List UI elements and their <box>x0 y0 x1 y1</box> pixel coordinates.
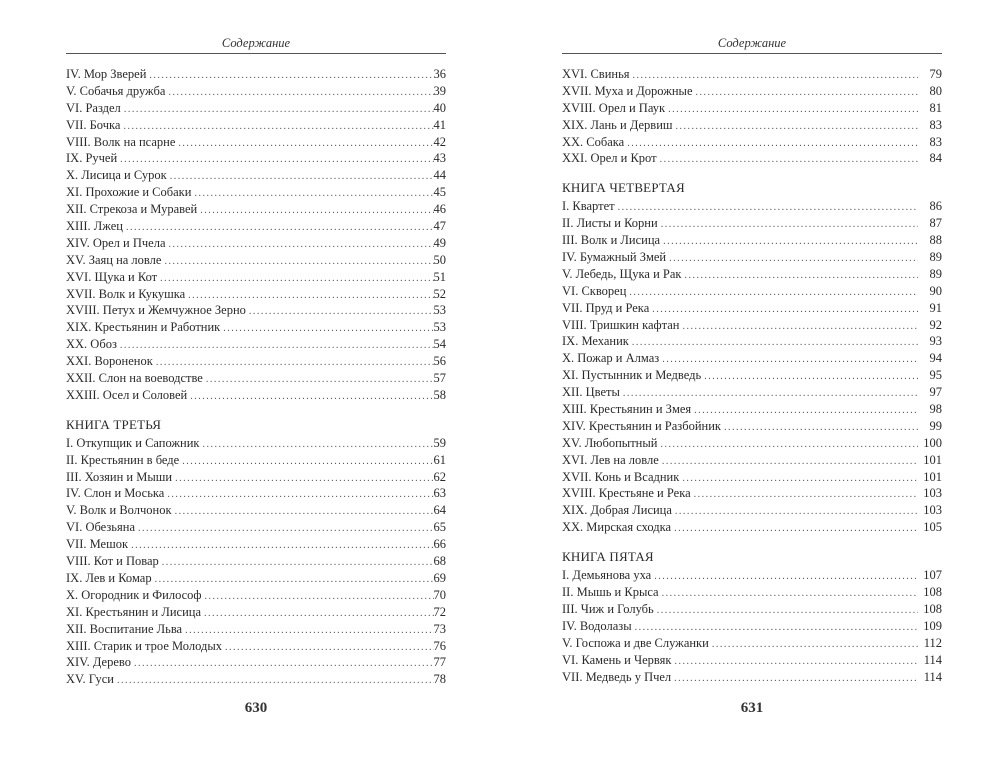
entry-title: XII. Воспитание Льва <box>66 621 183 636</box>
entry-title: XIV. Крестьянин и Разбойник <box>562 418 721 433</box>
running-head: Содержание <box>221 36 291 50</box>
dot-leader <box>160 271 433 288</box>
entry-title: XX. Собака <box>562 134 625 149</box>
toc-entry <box>562 601 942 618</box>
dot-leader <box>149 68 433 85</box>
page-number: 630 <box>244 700 268 716</box>
entry-title: X. Пожар и Алмаз <box>562 351 660 366</box>
dot-leader <box>684 268 918 285</box>
entry-page-number: 72 <box>433 604 446 619</box>
entry-page-number: 40 <box>433 100 446 115</box>
entry-page-number: 83 <box>929 117 942 132</box>
entry-title: XVI. Лев на ловле <box>562 452 659 467</box>
entry-page-number: 64 <box>433 503 446 518</box>
toc-entry <box>66 150 446 167</box>
entry-title: VIII. Тришкин кафтан <box>562 317 680 332</box>
entry-title: XII. Стрекоза и Муравей <box>66 202 198 217</box>
toc-entry <box>562 100 942 117</box>
toc-entry <box>66 83 446 100</box>
toc-entry <box>562 635 942 652</box>
entry-page-number: 56 <box>433 354 446 369</box>
entry-title: XIII. Старик и трое Молодых <box>66 638 223 653</box>
entry-title: XV. Заяц на ловле <box>66 252 162 267</box>
toc-entry <box>66 570 446 587</box>
entry-page-number: 112 <box>923 635 942 650</box>
toc-entry <box>66 218 446 235</box>
entry-page-number: 70 <box>433 587 446 602</box>
entry-page-number: 43 <box>433 151 446 166</box>
toc-entry <box>66 319 446 336</box>
toc-entry <box>562 584 942 601</box>
dot-leader <box>704 369 918 386</box>
toc-entry <box>562 333 942 350</box>
entry-page-number: 80 <box>929 83 942 98</box>
dot-leader <box>204 606 434 623</box>
entry-page-number: 93 <box>929 334 942 349</box>
entry-page-number: 90 <box>929 283 942 298</box>
entry-title: IV. Водолазы <box>562 618 632 633</box>
toc-entry <box>66 502 446 519</box>
dot-leader <box>223 321 433 338</box>
entry-title: V. Госпожа и две Служанки <box>562 635 709 650</box>
toc-entry <box>66 184 446 201</box>
entry-page-number: 103 <box>923 503 942 518</box>
toc-entry <box>562 435 942 452</box>
entry-page-number: 101 <box>923 452 942 467</box>
dot-leader <box>661 217 918 234</box>
entry-page-number: 58 <box>433 387 446 402</box>
entry-page-number: 44 <box>433 168 446 183</box>
entry-page-number: 108 <box>923 601 942 616</box>
toc-entry <box>562 232 942 249</box>
dot-leader <box>190 389 433 406</box>
entry-title: VI. Раздел <box>66 100 121 115</box>
dot-leader <box>182 454 433 471</box>
toc-entry <box>66 269 446 286</box>
entry-title: XI. Крестьянин и Лисица <box>66 604 201 619</box>
entry-page-number: 109 <box>923 618 942 633</box>
entry-title: II. Листы и Корни <box>562 216 658 231</box>
toc-entry <box>66 452 446 469</box>
dot-leader <box>168 85 433 102</box>
toc-entry <box>66 167 446 184</box>
dot-leader <box>674 521 918 538</box>
entry-title: VII. Бочка <box>66 117 121 132</box>
dot-leader <box>194 186 433 203</box>
toc-entry <box>66 66 446 83</box>
toc-entry <box>66 302 446 319</box>
book-heading: КНИГА ПЯТАЯ <box>562 549 654 565</box>
toc-entry <box>66 201 446 218</box>
entry-page-number: 57 <box>433 371 446 386</box>
entry-page-number: 100 <box>923 435 942 450</box>
dot-leader <box>618 200 918 217</box>
entry-page-number: 98 <box>929 402 942 417</box>
entry-title: V. Волк и Волчонок <box>66 503 172 518</box>
dot-leader <box>724 420 918 437</box>
dot-leader <box>662 454 918 471</box>
toc-entry <box>66 536 446 553</box>
entry-title: I. Квартет <box>562 199 615 214</box>
dot-leader <box>170 169 434 186</box>
entry-title: XVI. Свинья <box>562 67 630 81</box>
entry-page-number: 88 <box>929 233 942 248</box>
dot-leader <box>225 640 433 657</box>
dot-leader <box>660 152 918 169</box>
toc-entry <box>66 604 446 621</box>
entry-title: XIV. Дерево <box>66 655 131 670</box>
entry-page-number: 73 <box>433 621 446 636</box>
toc-entry <box>562 669 942 686</box>
dot-leader <box>682 471 918 488</box>
dot-leader <box>126 220 434 237</box>
entry-page-number: 105 <box>923 520 942 535</box>
toc-entry <box>66 519 446 536</box>
toc-entry <box>66 100 446 117</box>
entry-title: XIX. Добрая Лисица <box>562 503 672 518</box>
toc-entry <box>66 485 446 502</box>
entry-title: XVII. Конь и Всадник <box>562 469 680 484</box>
entry-page-number: 76 <box>433 638 446 653</box>
toc-entry <box>66 134 446 151</box>
entry-page-number: 36 <box>433 67 446 81</box>
dot-leader <box>627 136 918 153</box>
toc-entry <box>562 134 942 151</box>
entry-title: VII. Пруд и Река <box>562 300 650 315</box>
entry-title: XVIII. Крестьяне и Река <box>562 486 691 501</box>
running-head: Содержание <box>717 36 787 50</box>
entry-title: XIX. Лань и Дервиш <box>562 117 673 132</box>
toc-entry <box>562 266 942 283</box>
dot-leader <box>682 319 918 336</box>
dot-leader <box>178 136 433 153</box>
entry-title: XI. Пустынник и Медведь <box>562 368 702 383</box>
dot-leader <box>657 603 918 620</box>
entry-page-number: 65 <box>433 520 446 535</box>
toc-entry <box>562 469 942 486</box>
dot-leader <box>124 102 434 119</box>
toc-entry <box>562 567 942 584</box>
toc-entry <box>66 235 446 252</box>
toc-entry <box>562 215 942 232</box>
header-rule <box>562 53 942 54</box>
entry-title: III. Волк и Лисица <box>562 233 661 248</box>
dot-leader <box>675 504 918 521</box>
entry-title: XX. Обоз <box>66 337 117 352</box>
entry-title: X. Лисица и Сурок <box>66 168 167 183</box>
entry-page-number: 97 <box>929 385 942 400</box>
entry-page-number: 49 <box>433 235 446 250</box>
entry-page-number: 62 <box>433 469 446 484</box>
page-number: 631 <box>740 700 764 716</box>
entry-page-number: 77 <box>433 655 446 670</box>
toc-entry <box>562 519 942 536</box>
dot-leader <box>175 504 434 521</box>
toc-entry <box>66 387 446 404</box>
dot-leader <box>654 569 918 586</box>
dot-leader <box>674 654 918 671</box>
toc-entry <box>562 502 942 519</box>
entry-page-number: 108 <box>923 585 942 600</box>
toc-entry <box>562 418 942 435</box>
dot-leader <box>668 102 918 119</box>
entry-page-number: 53 <box>433 303 446 318</box>
dot-leader <box>629 285 918 302</box>
dot-leader <box>676 119 918 136</box>
entry-title: XV. Любопытный <box>562 435 658 450</box>
entry-title: XIV. Орел и Пчела <box>66 235 166 250</box>
entry-page-number: 45 <box>433 185 446 200</box>
entry-page-number: 83 <box>929 134 942 149</box>
dot-leader <box>660 437 918 454</box>
entry-title: V. Собачья дружба <box>66 83 166 98</box>
dot-leader <box>162 555 434 572</box>
toc-entry <box>562 198 942 215</box>
toc-entry <box>562 401 942 418</box>
header-rule <box>66 53 446 54</box>
dot-leader <box>652 302 918 319</box>
toc-entry <box>562 83 942 100</box>
entry-page-number: 107 <box>923 568 942 583</box>
entry-page-number: 81 <box>929 100 942 115</box>
entry-title: XIX. Крестьянин и Работник <box>66 320 221 335</box>
entry-title: VIII. Кот и Повар <box>66 554 159 569</box>
entry-title: XIII. Крестьянин и Змея <box>562 402 692 417</box>
entry-title: XII. Цветы <box>562 385 620 400</box>
toc-entry <box>66 587 446 604</box>
dot-leader <box>632 335 918 352</box>
dot-leader <box>117 673 434 690</box>
entry-page-number: 69 <box>433 570 446 585</box>
toc-entry <box>66 353 446 370</box>
dot-leader <box>205 589 434 606</box>
entry-title: III. Чиж и Голубь <box>562 601 654 616</box>
dot-leader <box>696 85 919 102</box>
toc-entry <box>66 469 446 486</box>
entry-title: VII. Мешок <box>66 537 129 552</box>
entry-page-number: 99 <box>929 418 942 433</box>
entry-title: IX. Механик <box>562 334 629 349</box>
dot-leader <box>662 586 918 603</box>
entry-title: IV. Бумажный Змей <box>562 250 667 265</box>
toc-entry <box>66 553 446 570</box>
entry-page-number: 39 <box>433 83 446 98</box>
book-heading: КНИГА ЧЕТВЕРТАЯ <box>562 180 685 196</box>
toc-entry <box>562 485 942 502</box>
entry-page-number: 50 <box>433 252 446 267</box>
entry-title: XXI. Орел и Крот <box>562 151 657 166</box>
entry-title: XVII. Муха и Дорожные <box>562 83 693 98</box>
toc-entry <box>562 652 942 669</box>
toc-entry <box>66 638 446 655</box>
toc-entry <box>562 66 942 83</box>
toc-entry <box>562 300 942 317</box>
entry-page-number: 52 <box>433 286 446 301</box>
entry-page-number: 79 <box>929 67 942 81</box>
dot-leader <box>694 487 918 504</box>
toc-entry <box>562 249 942 266</box>
entry-page-number: 84 <box>929 151 942 166</box>
toc-entry <box>66 286 446 303</box>
entry-page-number: 46 <box>433 202 446 217</box>
entry-title: XV. Гуси <box>66 672 114 687</box>
entry-title: XX. Мирская сходка <box>562 520 672 535</box>
toc-entry <box>562 283 942 300</box>
entry-page-number: 114 <box>923 652 942 667</box>
entry-title: II. Крестьянин в беде <box>66 452 180 467</box>
toc-entry <box>66 654 446 671</box>
entry-title: IV. Слон и Моська <box>66 486 165 501</box>
entry-page-number: 114 <box>923 669 942 684</box>
entry-page-number: 94 <box>929 351 942 366</box>
entry-title: XXI. Вороненок <box>66 354 153 369</box>
dot-leader <box>674 671 918 688</box>
toc-entry <box>562 350 942 367</box>
entry-title: XVI. Щука и Кот <box>66 269 158 284</box>
entry-title: XXIII. Осел и Соловей <box>66 387 188 402</box>
dot-leader <box>712 637 918 654</box>
entry-page-number: 91 <box>929 300 942 315</box>
toc-entry <box>66 370 446 387</box>
entry-page-number: 61 <box>433 452 446 467</box>
dot-leader <box>164 254 433 271</box>
toc-entry <box>562 384 942 401</box>
entry-page-number: 87 <box>929 216 942 231</box>
entry-title: VII. Медведь у Пчел <box>562 669 672 684</box>
toc-entry <box>562 317 942 334</box>
dot-leader <box>249 304 434 321</box>
toc-entry <box>66 252 446 269</box>
dot-leader <box>694 403 918 420</box>
dot-leader <box>138 521 434 538</box>
toc-entry <box>66 621 446 638</box>
toc-entry <box>562 452 942 469</box>
entry-page-number: 51 <box>433 269 446 284</box>
entry-title: XXII. Слон на воеводстве <box>66 371 203 386</box>
entry-title: VI. Скворец <box>562 283 627 298</box>
entry-page-number: 42 <box>433 134 446 149</box>
entry-title: VI. Камень и Червяк <box>562 652 672 667</box>
entry-title: XVII. Волк и Кукушка <box>66 286 186 301</box>
entry-page-number: 66 <box>433 537 446 552</box>
entry-page-number: 103 <box>923 486 942 501</box>
entry-title: V. Лебедь, Щука и Рак <box>562 266 682 281</box>
entry-title: III. Хозяин и Мыши <box>66 469 173 484</box>
entry-page-number: 47 <box>433 219 446 234</box>
toc-entry <box>66 435 446 452</box>
entry-page-number: 54 <box>433 337 446 352</box>
entry-page-number: 101 <box>923 469 942 484</box>
entry-page-number: 86 <box>929 199 942 214</box>
dot-leader <box>175 471 433 488</box>
entry-title: XVIII. Петух и Жемчужное Зерно <box>66 303 246 318</box>
entry-page-number: 41 <box>433 117 446 132</box>
entry-title: II. Мышь и Крыса <box>562 585 659 600</box>
entry-title: I. Откупщик и Сапожник <box>66 435 200 450</box>
table-of-contents <box>66 66 446 688</box>
entry-title: VIII. Волк на псарне <box>66 134 176 149</box>
book-heading: КНИГА ТРЕТЬЯ <box>66 416 162 432</box>
dot-leader <box>669 251 918 268</box>
dot-leader <box>120 338 434 355</box>
dot-leader <box>206 372 434 389</box>
toc-entry <box>66 336 446 353</box>
table-of-contents <box>562 66 942 685</box>
entry-title: XIII. Лжец <box>66 219 123 234</box>
toc-entry <box>562 367 942 384</box>
entry-title: IX. Лев и Комар <box>66 570 152 585</box>
dot-leader <box>663 234 918 251</box>
entry-page-number: 63 <box>433 486 446 501</box>
entry-page-number: 95 <box>929 368 942 383</box>
entry-page-number: 78 <box>433 672 446 687</box>
dot-leader <box>200 203 433 220</box>
entry-title: I. Демьянова уха <box>562 568 652 583</box>
toc-entry <box>562 618 942 635</box>
entry-title: X. Огородник и Философ <box>66 587 202 602</box>
dot-leader <box>134 656 434 673</box>
entry-title: IX. Ручей <box>66 151 118 166</box>
dot-leader <box>131 538 433 555</box>
entry-page-number: 59 <box>433 435 446 450</box>
entry-title: XI. Прохожие и Собаки <box>66 185 192 200</box>
entry-page-number: 92 <box>929 317 942 332</box>
entry-page-number: 68 <box>433 554 446 569</box>
entry-page-number: 53 <box>433 320 446 335</box>
toc-entry <box>66 117 446 134</box>
entry-title: XVIII. Орел и Паук <box>562 100 666 115</box>
toc-entry <box>562 117 942 134</box>
toc-entry <box>66 671 446 688</box>
entry-title: VI. Обезьяна <box>66 520 135 535</box>
dot-leader <box>167 487 433 504</box>
toc-entry <box>562 150 942 167</box>
dot-leader <box>203 437 434 454</box>
entry-page-number: 89 <box>929 250 942 265</box>
dot-leader <box>169 237 434 254</box>
entry-title: IV. Мор Зверей <box>66 67 147 81</box>
entry-page-number: 89 <box>929 266 942 281</box>
